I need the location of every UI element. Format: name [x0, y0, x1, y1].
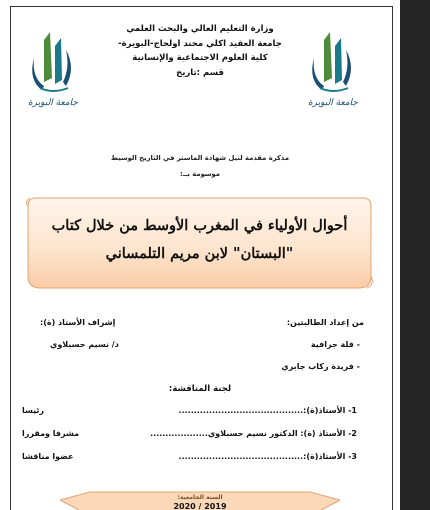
university-emblem-icon [22, 28, 84, 94]
logo-caption: جامعة البويرة [308, 98, 358, 108]
memo-subtitle: موسومة بــ: [179, 170, 221, 178]
supervisor-name: د/ نسيم حسبلاوي [50, 340, 119, 349]
university-logo-left [22, 28, 84, 108]
academic-year: 2020 / 2019 [173, 502, 227, 510]
scrollbar-gutter[interactable] [400, 0, 430, 510]
committee-member: 3- الأستاذ(ة):......................................... [178, 452, 357, 461]
student-name: - فلة جرافية [310, 340, 360, 349]
title-line: "البستان" لابن مريم التلمساني [105, 245, 294, 262]
academic-year-banner [60, 488, 340, 510]
memo-line: مذكرة مقدمة لنيل شهادة الماستر في التاريخ الوسيط [110, 154, 290, 162]
committee-role: عضوا مناقشا [22, 452, 74, 461]
university-name: جامعة العقيد اكلي محند اولحاج-البويرة- [118, 38, 282, 49]
department-name: قسم :تاريخ [176, 67, 224, 78]
memo-description [40, 150, 360, 182]
title-line: أحوال الأولياء في المغرب الأوسط من خلال كتاب [51, 217, 348, 234]
committee-role: مشرفا ومقررا [22, 429, 80, 438]
title-banner [22, 192, 377, 294]
ministry-name: وزارة التعليم العالي والبحث العلمي [126, 24, 274, 34]
thesis-title [32, 212, 367, 268]
supervisor-label: إشراف الأستاذ (ة): [40, 318, 116, 327]
institution-header [110, 22, 290, 80]
academic-year-label: السنة الجامعية: [177, 494, 223, 501]
student-name: - فريدة ركاب جابري [281, 362, 360, 371]
prepared-by-label: من إعداد الطالبتين: [286, 318, 364, 327]
logo-caption: جامعة البويرة [28, 98, 78, 108]
committee-member: 2- الأستاذ (ة): الدكتور نسيم حسبلاوي................... [150, 429, 357, 438]
faculty-name: كلية العلوم الاجتماعية والإنسانية [132, 53, 268, 63]
committee-member: 1- الأستاذ(ة):......................................... [178, 406, 357, 415]
university-emblem-icon [302, 28, 364, 94]
committee-heading: لجنة المناقشة: [168, 384, 232, 394]
university-logo-right [302, 28, 364, 108]
committee-role: رئيسا [22, 406, 45, 415]
